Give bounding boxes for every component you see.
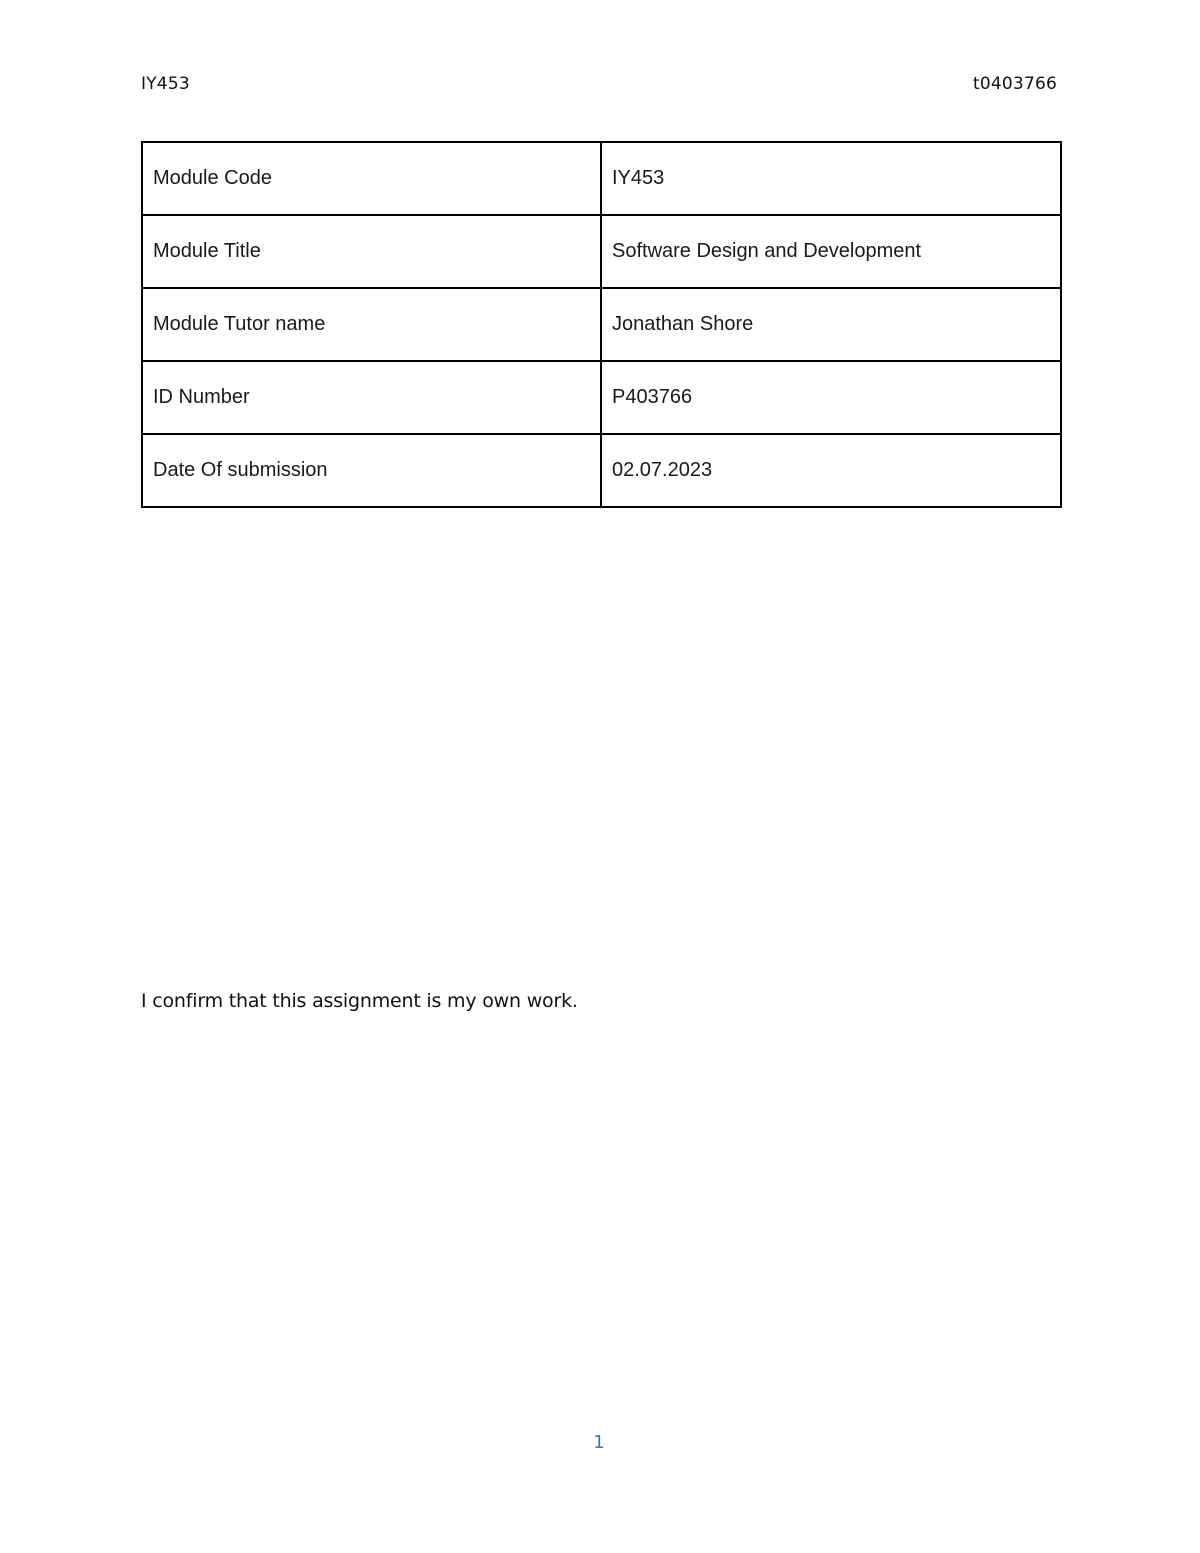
module-info-table xyxy=(141,141,1062,508)
header-module-code: IY453 xyxy=(141,74,190,94)
table-row xyxy=(142,361,1061,434)
row-label: Date Of submission xyxy=(142,434,601,507)
row-value: P403766 xyxy=(601,361,1061,434)
table-row xyxy=(142,288,1061,361)
page-number: 1 xyxy=(593,1432,605,1453)
table-row xyxy=(142,434,1061,507)
row-value: Jonathan Shore xyxy=(601,288,1061,361)
row-label: Module Tutor name xyxy=(142,288,601,361)
row-value: IY453 xyxy=(601,142,1061,215)
row-label: ID Number xyxy=(142,361,601,434)
header-student-id: t0403766 xyxy=(973,74,1057,94)
row-value: 02.07.2023 xyxy=(601,434,1061,507)
table-row xyxy=(142,215,1061,288)
row-value: Software Design and Development xyxy=(601,215,1061,288)
row-label: Module Code xyxy=(142,142,601,215)
table-row xyxy=(142,142,1061,215)
row-label: Module Title xyxy=(142,215,601,288)
confirmation-statement: I confirm that this assignment is my own work. xyxy=(141,990,578,1012)
